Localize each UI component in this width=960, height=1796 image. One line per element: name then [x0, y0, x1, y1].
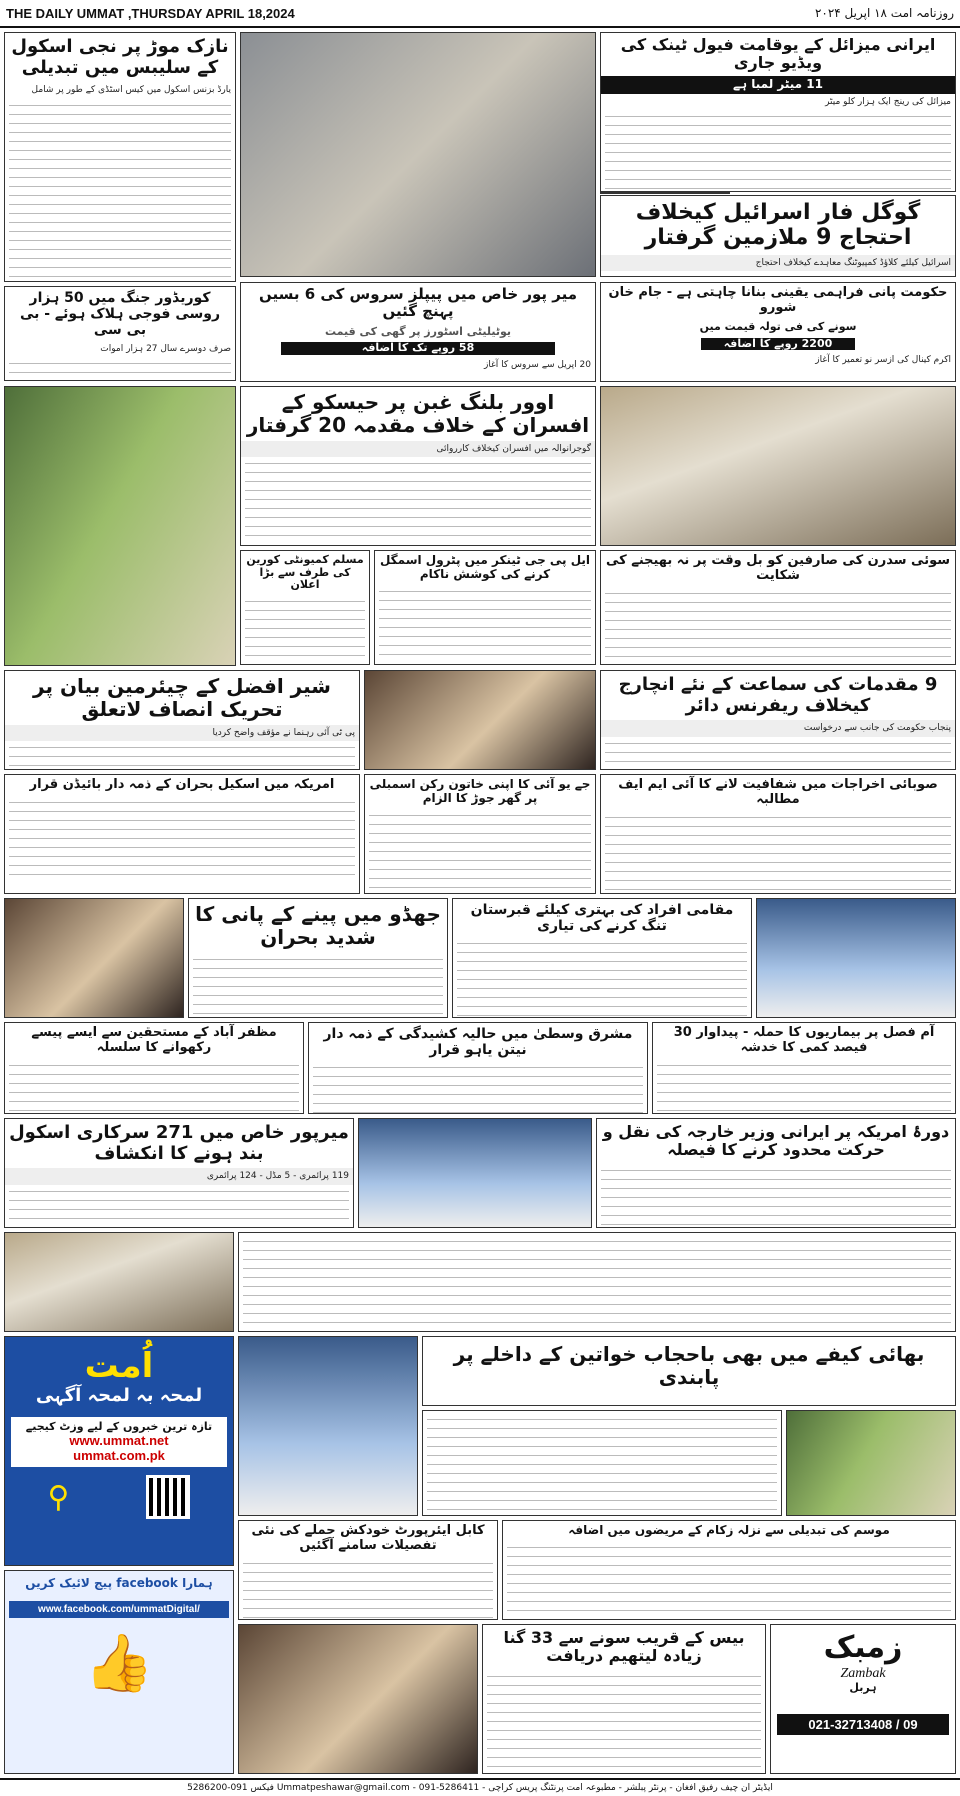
headline: مظفر آباد کے مستحقین سے ایسے پیسے رکھوانے کا سلسلہ [31, 1025, 277, 1055]
story-russia-casualties [4, 286, 236, 381]
story-hijab-ban [422, 1336, 956, 1406]
text-columns [243, 1237, 951, 1329]
story-text: گوجرانوالہ میں افسران کیخلاف کارروائی [241, 441, 595, 457]
story-text: 20 اپریل سے سروس کا آغاز [483, 359, 591, 370]
burning-house-photo [364, 670, 596, 770]
text-columns [657, 1061, 951, 1114]
story-text: اسرائیل کیلئے کلاؤڈ کمپیوٹنگ معاہدے کیخلاف احتجاج [601, 255, 955, 271]
ummat-brand: اُمت [84, 1346, 154, 1386]
headline: ایرانی میزائل کے یوقامت فیول ٹینک کی ویڈیو جاری [620, 35, 936, 73]
headline: ایل پی جی ٹینکر میں پٹرول اسمگل کرنے کی کوشش ناکام [379, 553, 591, 581]
headline: حکومت پانی فراہمی یقینی بنانا چاہتی ہے - جام خان شورو [608, 285, 948, 315]
headline: گوگل فار اسرائیل کیخلاف احتجاج 9 ملازمین گرفتار [635, 200, 921, 251]
story-sher-afzal [4, 670, 360, 770]
text-columns [601, 1166, 951, 1226]
text-columns [9, 1187, 349, 1227]
handshake-photo [238, 1336, 418, 1516]
headline: مشرق وسطیٰ میں حالیہ کشیدگی کے ذمہ دار نیتن یاہو قرار [323, 1026, 633, 1059]
masthead [0, 0, 960, 28]
thumbs-up-icon: 👍 [84, 1630, 154, 1696]
text-columns [379, 587, 591, 662]
text-columns [245, 597, 365, 665]
headline: امریکہ میں اسکیل بحران کے ذمہ دار بائیڈن قرار [29, 777, 335, 792]
story-middle-east-netanyahu [308, 1022, 648, 1114]
story-text: پنجاب حکومت کی جانب سے درخواست [601, 720, 955, 736]
facebook-label: ہمارا facebook پیج لائیک کریں [25, 1576, 213, 1590]
headline: اوور بلنگ غبن پر حیسکو کے افسران کے خلاف مقدمہ 20 گرفتار [246, 390, 590, 437]
text-columns [369, 811, 591, 894]
story-jui-allegation [364, 774, 596, 894]
story-text: 119 پرائمری - 5 مڈل - 124 پرائمری [5, 1168, 353, 1184]
story-mango-crop [652, 1022, 956, 1114]
text-columns [487, 1672, 761, 1772]
story-google-protest [600, 195, 956, 277]
headline: جھڈو میں پینے کے پانی کا شدید بحران [195, 902, 441, 949]
qr-code-icon [146, 1475, 190, 1519]
headline: مقامی افراد کی بہتری کیلئے قبرستان تنگ کرنے کی تیاری [470, 902, 734, 935]
masthead-urdu: روزنامہ امت ۱۸ اپریل ۲۰۲۴ [814, 6, 954, 20]
text-columns [507, 1543, 951, 1613]
misc-stories [238, 1232, 956, 1332]
story-school-syllabus [4, 32, 236, 282]
story-jhuddo-water [188, 898, 448, 1018]
subheadline: 11 میٹر لمبا ہے [601, 76, 955, 94]
story-iran-missile [600, 32, 956, 192]
sub-ghee: یوٹیلیٹی اسٹورز پر گھی کی قیمت [324, 324, 512, 338]
children-protest-photo [4, 1232, 234, 1332]
story-iran-fm-us [596, 1118, 956, 1228]
story-us-crisis [4, 774, 360, 894]
zambak-phone[interactable]: 021-32713408 / 09 [777, 1714, 949, 1735]
headline: جے یو آئی کا اپنی خاتون رکن اسمبلی پر گھر جوڑ کا الزام [369, 777, 591, 805]
headline: آم فصل پر بیماریوں کا حملہ - پیداوار 30 فیصد کمی کا خدشہ [673, 1025, 935, 1055]
misc-lower-stories [502, 1520, 956, 1620]
story-text: اکرم کینال کی ازسر نو تعمیر کا آغاز [815, 355, 951, 366]
story-imf-transparency [600, 774, 956, 894]
headline: میر پور خاص میں پیپلز سروس کی 6 بسیں پہنچ گئیں [258, 285, 578, 321]
story-text: پی ٹی آئی رہنما نے مؤقف واضح کردیا [5, 725, 359, 741]
collapsed-building-photo [600, 386, 956, 546]
text-columns [605, 813, 951, 894]
family-photo [756, 898, 956, 1018]
sub-ghee-amount: 58 روپے تک کا اضافہ [281, 342, 555, 355]
headline: میرپور خاص میں 271 سرکاری اسکول بند ہونے کا انکشاف [9, 1122, 349, 1164]
text-columns [427, 1415, 777, 1513]
text-columns [9, 798, 355, 883]
ummat-ad[interactable] [4, 1336, 234, 1566]
story-text: یارڈ بزنس اسکول میں کیس اسٹڈی کے طور پر شامل [31, 85, 231, 96]
story-lpg-tanker [374, 550, 596, 665]
search-icon: ⚲ [47, 1479, 70, 1515]
text-columns [9, 1061, 299, 1114]
headline: بھائی کیفے میں بھی باحجاب خواتین کے داخلے پر پابندی [453, 1342, 925, 1389]
missile-fuel-tank-photo [240, 32, 596, 277]
story-graveyard [452, 898, 752, 1018]
ummat-site-1[interactable]: www.ummat.net [69, 1433, 169, 1449]
zambak-english: Zambak [840, 1665, 886, 1681]
headline: صوبائی اخراجات میں شفافیت لانے کا آئی ایم ایف مطالبہ [618, 777, 938, 807]
story-peoples-bus [240, 282, 596, 382]
zambak-herbal: ہربل [849, 1680, 877, 1694]
story-271-schools [4, 1118, 354, 1228]
story-9-cases-reference [600, 670, 956, 770]
headline: دورۂ امریکہ پر ایرانی وزیر خارجہ کی نقل و حرکت محدود کرنے کا فیصلہ [602, 1122, 950, 1160]
story-hijab-text [422, 1410, 782, 1516]
story-kabul-airport [238, 1520, 498, 1620]
text-columns [457, 939, 747, 1018]
story-korean-muslims [240, 550, 370, 665]
facebook-url[interactable]: www.facebook.com/ummatDigital/ [9, 1601, 229, 1618]
text-columns [9, 359, 231, 381]
ummat-cta: تازہ ترین خبروں کے لیے وزٹ کیجیے [25, 1419, 213, 1433]
text-columns [313, 1063, 643, 1114]
zambak-ad[interactable] [770, 1624, 956, 1774]
story-lithium [482, 1624, 766, 1774]
footer-imprint: ایڈیٹر ان چیف رفیق افغان - پرنٹر پبلشر - مطبوعہ امت پرنٹنگ پریس کراچی - Ummatpeshawar@gmail.com - 091-5286411 فیکس 091-5286200 [0, 1778, 960, 1796]
text-columns [605, 589, 951, 664]
headline: مسلم کمیونٹی کورین کی طرف سے بڑا اعلان [246, 553, 364, 592]
story-text: صرف دوسرے سال 27 ہزار اموات [100, 344, 231, 355]
protest-photo [358, 1118, 592, 1228]
facebook-ad[interactable] [4, 1570, 234, 1774]
gold-title: سونے کی فی تولہ قیمت میں [699, 319, 857, 333]
headline: کوریڈور جنگ میں 50 ہزار روسی فوجی ہلاک ہوئے - بی بی سی [19, 290, 221, 339]
masthead-english: THE DAILY UMMAT ,THURSDAY APRIL 18,2024 [6, 5, 295, 21]
story-muzaffarabad [4, 1022, 304, 1114]
text-columns [9, 101, 231, 281]
gold-amount: 2200 روپے کا اضافہ [701, 338, 855, 351]
zambak-brand: زمبک [823, 1630, 903, 1665]
story-text: میزائل کی رینج ایک ہزار کلو میٹر [825, 96, 951, 107]
headline: بیس کے قریب سونے سے 33 گنا زیادہ لیتھیم دریافت [503, 1628, 745, 1666]
headline: کابل ایئرپورٹ خودکش حملے کی نئی تفصیلات سامنے آگئیں [251, 1523, 485, 1553]
text-columns [605, 739, 951, 769]
group-photo [238, 1624, 478, 1774]
ummat-tagline: لمحہ بہ لمحہ آگہی [35, 1385, 203, 1407]
text-columns [245, 459, 591, 539]
headline: نازک موڑ پر نجی اسکول کے سلیبس میں تبدیلی [11, 36, 229, 78]
classroom-photo [786, 1410, 956, 1516]
text-columns [193, 955, 443, 1018]
portraits-photo [4, 898, 184, 1018]
text-columns [9, 743, 355, 770]
text-columns [605, 112, 951, 192]
text-columns [243, 1559, 493, 1620]
story-hesco-overbilling [240, 386, 596, 546]
headline: 9 مقدمات کی سماعت کے نئے انچارج کیخلاف ریفرنس دائر [618, 674, 938, 716]
tanker-sacks-photo [4, 386, 236, 666]
story-sui-southern [600, 550, 956, 665]
headline: شیر افضل کے چیئرمین بیان پر تحریک انصاف لاتعلق [33, 674, 331, 721]
headline: موسم کی تبدیلی سے نزلہ زکام کے مریضوں میں اضافہ [568, 1523, 890, 1537]
ummat-site-2[interactable]: ummat.com.pk [73, 1448, 165, 1464]
story-water-supply [600, 282, 956, 382]
headline: سوئی سدرن کی صارفین کو بل وقت پر نہ بھیجنے کی شکایت [605, 553, 951, 583]
